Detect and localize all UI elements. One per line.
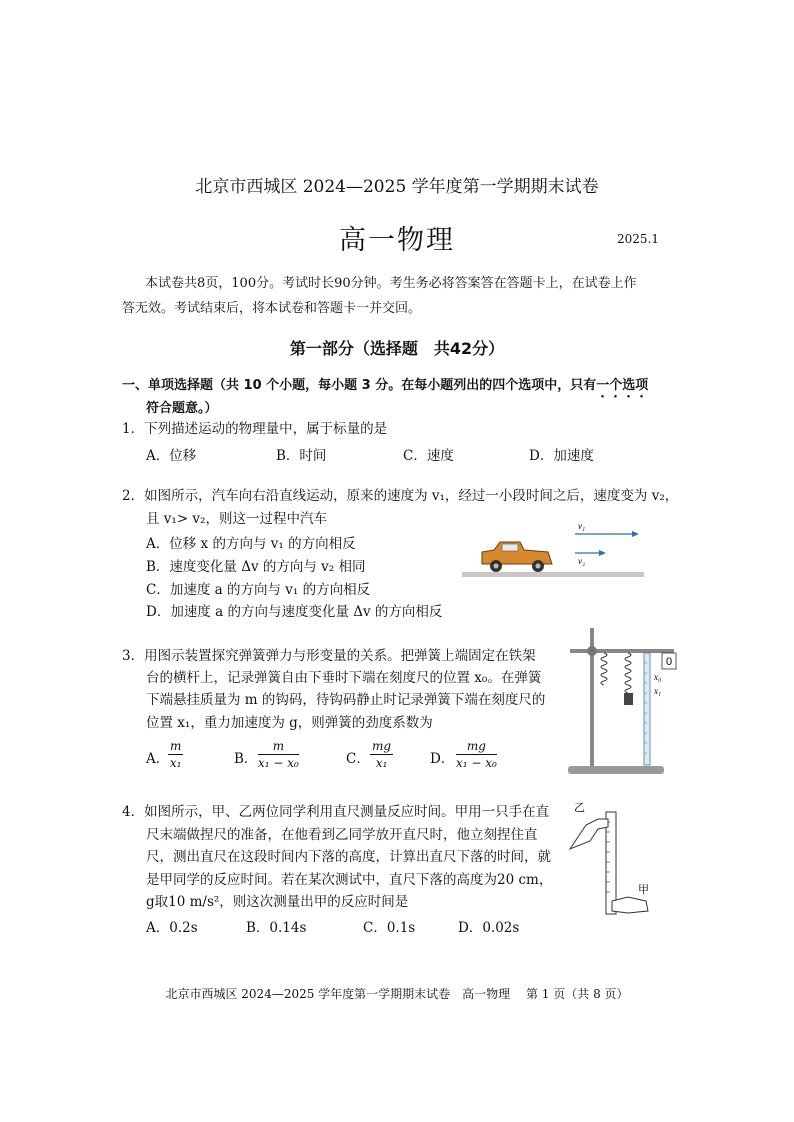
q4-option-a: A．0.2s — [146, 920, 198, 936]
q3-fraction-b: $\frac{m}{\text{x₁ − x₀}}$ — [258, 739, 299, 770]
ruler-drop-figure — [568, 797, 668, 922]
car-icon — [482, 542, 552, 572]
q4-stem-1: 4．如图所示，甲、乙两位同学利用直尺测量反应时间。甲用一只手在直 — [122, 804, 550, 820]
q3-stem-2: 台的横杆上，记录弹簧自由下垂时下端在刻度尺的位置 x₀。在弹簧 — [146, 670, 542, 686]
q3-option-d: D． — [430, 751, 455, 767]
q3-option-a: A． — [146, 751, 170, 767]
exam-date: 2025.1 — [617, 232, 659, 246]
q3-stem-3: 下端悬挂质量为 m 的钩码，待钩码静止时记录弹簧下端在刻度尺的 — [146, 692, 546, 708]
section-heading-cont: 符合题意。） — [146, 401, 218, 416]
intro-line-1: 本试卷共8页，100分。考试时长90分钟。考生务必将答案答在答题卡上，在试卷上作 — [145, 276, 637, 291]
hook-weight — [624, 693, 633, 705]
spring-stand-figure — [566, 628, 686, 778]
q3-stem-4: 位置 x₁，重力加速度为 g，则弹簧的劲度系数为 — [146, 715, 433, 731]
q4-stem-4: 是甲同学的反应时间。若在某次测试中，直尺下落的高度为20 cm， — [146, 872, 553, 888]
hand-jia-icon — [612, 897, 648, 913]
yi-label: 乙 — [574, 801, 585, 814]
q1-option-b: B．时间 — [276, 448, 327, 464]
q3-fraction-d: $\frac{mg}{\text{x₁ − x₀}}$ — [456, 739, 497, 770]
q4-option-b: B．0.14s — [246, 920, 307, 936]
q2-option-a: A．位移 x 的方向与 v₁ 的方向相反 — [146, 536, 356, 552]
page-footer: 北京市西城区 2024—2025 学年度第一学期期末试卷 高一物理 第 1 页（共 8 页） — [165, 987, 629, 1001]
q1-option-a: A．位移 — [146, 448, 197, 464]
q2-option-d: D．加速度 a 的方向与速度变化量 Δv 的方向相反 — [146, 604, 443, 620]
q4-stem-3: 尺，测出直尺在这段时间内下落的高度，计算出直尺下落的时间，就 — [146, 849, 551, 865]
intro-line-2: 答无效。考试结束后，将本试卷和答题卡一并交回。 — [122, 301, 422, 316]
zero-label: 0 — [666, 656, 673, 668]
q4-stem-2: 尺末端做捏尺的准备，在他看到乙同学放开直尺时，他立刻捏住直 — [146, 827, 538, 843]
clamp-icon — [587, 646, 597, 656]
x1-label: x₁ — [654, 686, 662, 696]
q3-option-c: C． — [346, 751, 370, 767]
q3-stem-1: 3．用图示装置探究弹簧弹力与形变量的关系。把弹簧上端固定在铁架 — [122, 648, 536, 664]
section-heading-text: 一、单项选择题（共 10 个小题，每小题 3 分。在每小题列出的四个选项中，只有 — [122, 378, 597, 393]
x0-label: x₀ — [654, 672, 662, 682]
v2-label: v₂ — [578, 556, 586, 566]
scale-ruler — [644, 653, 650, 765]
spring-icon — [601, 653, 631, 693]
q4-stem-5: g取10 m/s²，则这次测量出甲的反应时间是 — [146, 894, 409, 910]
stand-base — [568, 766, 664, 774]
q3-option-b: B． — [234, 751, 258, 767]
part-heading: 第一部分（选择题 共42分） — [289, 339, 505, 358]
section-heading — [122, 377, 648, 401]
v1-label: v₁ — [578, 521, 586, 531]
q2-stem-1: 2．如图所示，汽车向右沿直线运动，原来的速度为 v₁，经过一小段时间之后，速度变为 v₂， — [122, 488, 679, 504]
q4-option-d: D．0.02s — [458, 920, 520, 936]
exam-title: 北京市西城区 2024—2025 学年度第一学期期末试卷 — [195, 177, 599, 197]
car-figure — [460, 520, 660, 580]
q2-option-c: C．加速度 a 的方向与 v₁ 的方向相反 — [146, 582, 371, 598]
crossbar — [570, 649, 674, 653]
q1-stem: 1．下列描述运动的物理量中，属于标量的是 — [122, 421, 388, 437]
jia-label: 甲 — [638, 883, 649, 896]
q2-stem-2: 且 v₁> v₂，则这一过程中汽车 — [146, 511, 327, 527]
hand-yi-icon — [570, 819, 608, 849]
q4-option-c: C．0.1s — [363, 920, 416, 936]
q1-option-c: C．速度 — [403, 448, 454, 464]
q1-option-d: D．加速度 — [529, 448, 594, 464]
subject-title: 高一物理 — [339, 225, 455, 256]
q3-fraction-c: $\frac{mg}{\text{x₁}}$ — [372, 739, 392, 770]
ground — [462, 572, 644, 577]
q2-option-b: B．速度变化量 Δv 的方向与 v₂ 相同 — [146, 559, 366, 575]
section-heading-emphasis: 一个选项 — [596, 378, 649, 393]
q3-fraction-a: $\frac{m}{\text{x₁}}$ — [169, 739, 182, 770]
